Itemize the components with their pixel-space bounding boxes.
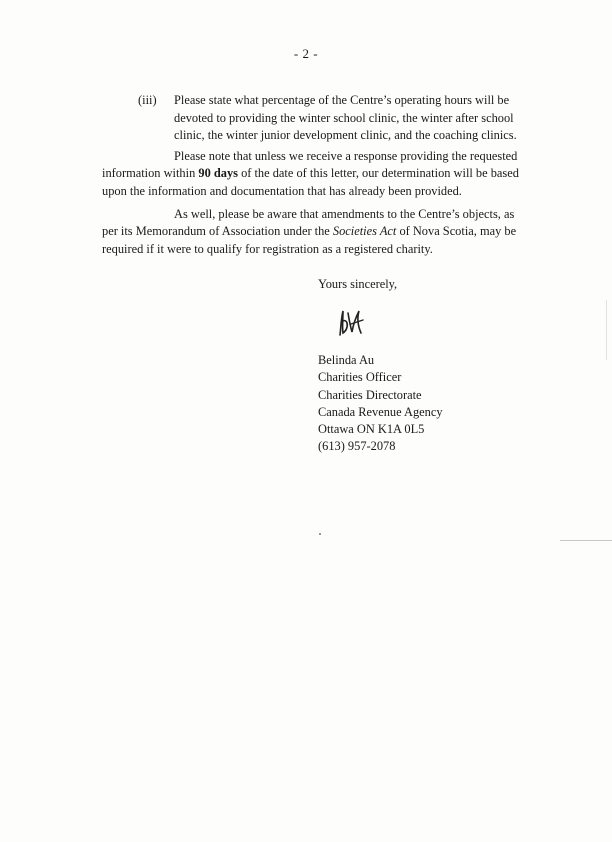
act-name-emphasis: Societies Act [332, 224, 397, 239]
paragraph-amendments-start: As well, please be aware that amendments to the Centre’s objects, as per its Memorandum of Association under the [102, 207, 515, 239]
list-item-text: Please state what percentage of the Centre’s operating hours will be devoted to providing the winter school clinic, the winter after school clinic, the winter junior development clinic, and the coaching clinics. [174, 93, 517, 143]
signer-agency: Canada Revenue Agency [318, 404, 443, 419]
signer-title: Charities Officer [318, 370, 402, 385]
scan-artifact-line [560, 540, 612, 541]
signer-directorate: Charities Directorate [318, 387, 422, 402]
deadline-emphasis: 90 days [198, 166, 238, 181]
closing-salutation: Yours sincerely, [318, 277, 398, 291]
paragraph-response-deadline-start: Please note that unless we receive a response providing the requested information within [102, 149, 518, 181]
paragraph-response-deadline [102, 148, 532, 200]
scan-artifact-edge [606, 300, 607, 360]
paragraph-response-deadline-end: of the date of this letter, our determination will be based upon the information and documentation that has already been provided. [102, 166, 519, 198]
page-number: - 2 - [293, 46, 319, 61]
signer-phone: (613) 957-2078 [318, 439, 396, 454]
signer-name: Belinda Au [318, 353, 375, 367]
scan-artifact-dot [319, 533, 321, 535]
signature-block [318, 352, 443, 456]
signer-address: Ottawa ON K1A 0L5 [318, 422, 425, 437]
list-marker: (iii) [138, 93, 157, 107]
list-item-iii [138, 92, 538, 145]
signature-icon [334, 305, 368, 339]
paragraph-amendments [102, 206, 532, 258]
paragraph-amendments-end: of Nova Scotia, may be required if it were to qualify for registration as a registered charity. [102, 224, 517, 256]
